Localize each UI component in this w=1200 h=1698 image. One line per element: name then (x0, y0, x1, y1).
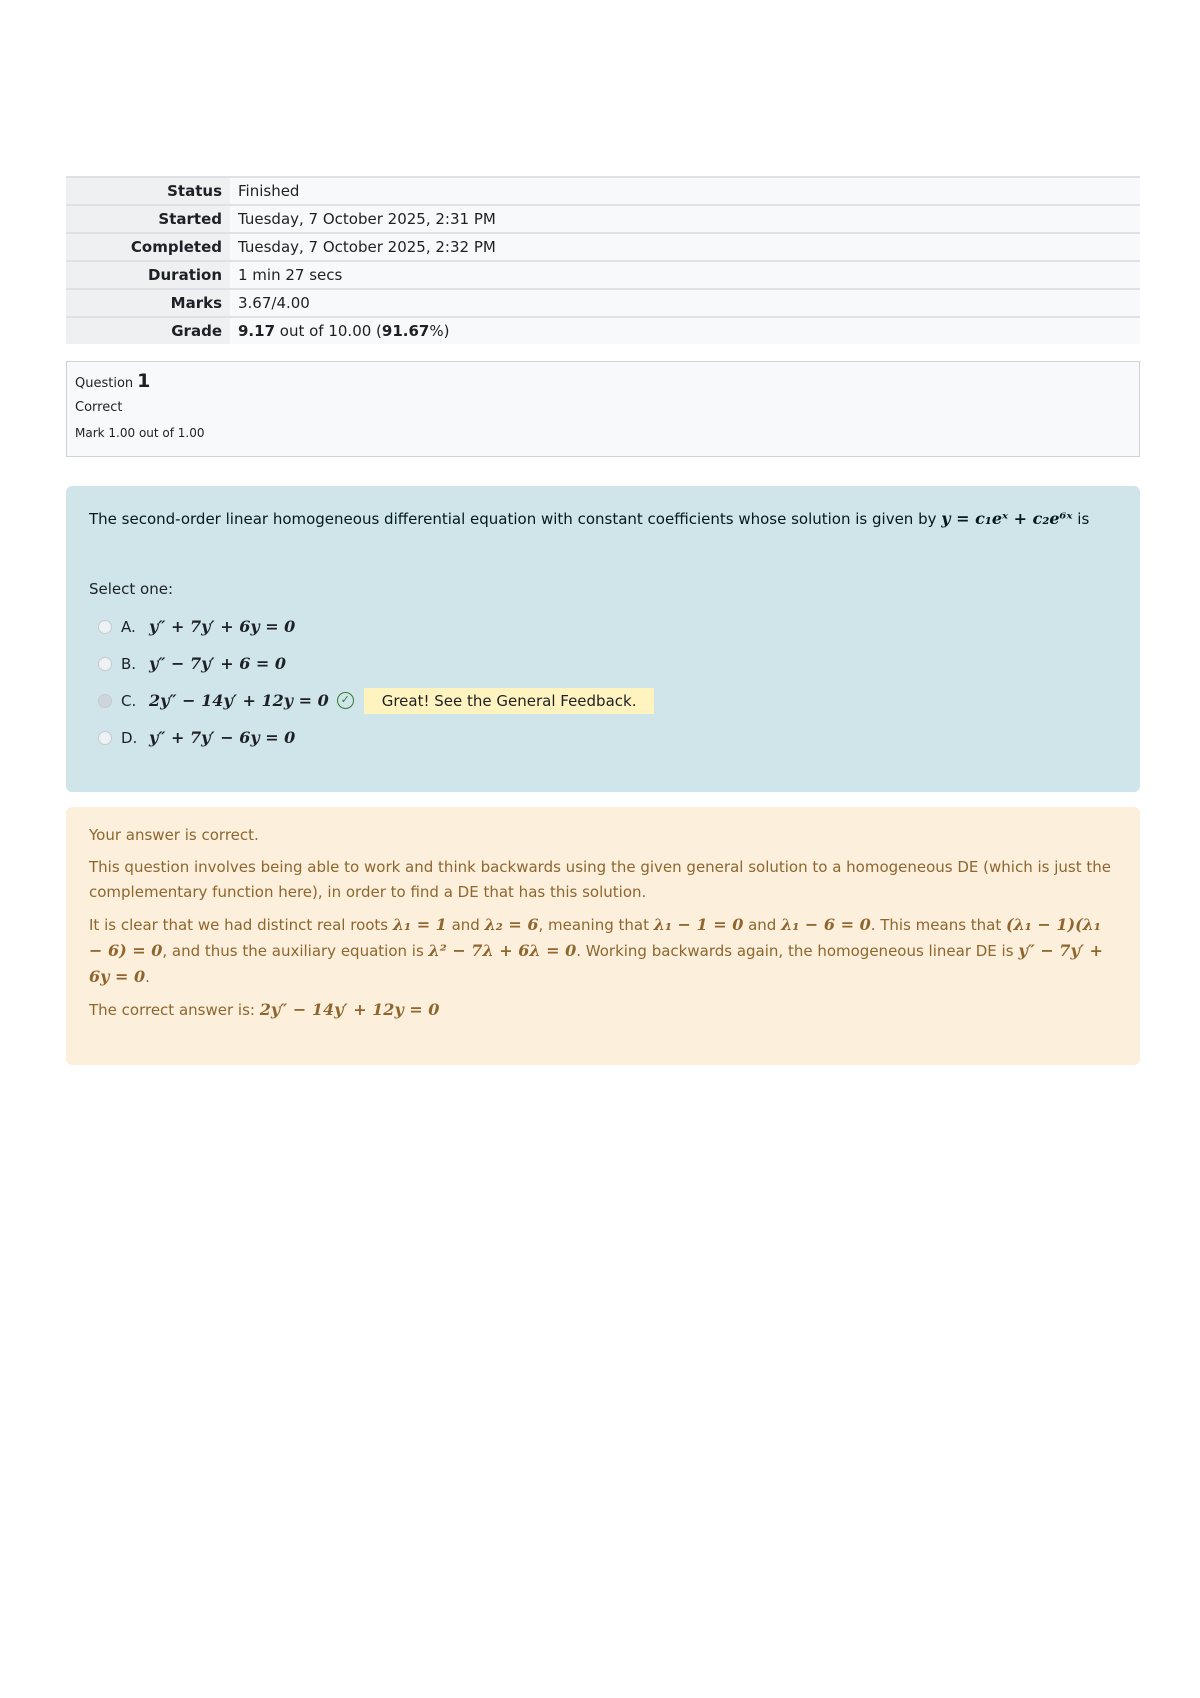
summary-row-marks (66, 288, 1140, 316)
summary-row-duration (66, 260, 1140, 288)
answer-options (89, 608, 1117, 756)
question-text-after: is (1072, 510, 1090, 528)
text-run: and (446, 916, 485, 934)
question-text-before: The second-order linear homogeneous differential equation with constant coefficients whose solution is given by (89, 510, 942, 528)
option-letter: C. (121, 691, 137, 710)
summary-label: Started (66, 206, 230, 232)
radio-button-selected[interactable] (98, 694, 112, 708)
summary-value: 3.67/4.00 (230, 290, 1140, 316)
math-run: λ₁ − 1 = 0 (653, 915, 744, 934)
text-run: and (743, 916, 782, 934)
text-run: , and thus the auxiliary equation is (162, 942, 429, 960)
summary-row-started (66, 204, 1140, 232)
math-run: λ² − 7λ + 6λ = 0 (428, 941, 577, 960)
grade-percent: 91.67 (381, 322, 430, 340)
text-run: It is clear that we had distinct real roots (89, 916, 393, 934)
math-run: λ₁ = 1 (392, 915, 447, 934)
select-one-prompt: Select one: (89, 580, 174, 598)
summary-row-status (66, 176, 1140, 204)
question-number-value: 1 (137, 370, 151, 392)
question-mark: Mark 1.00 out of 1.00 (75, 426, 205, 440)
question-info (66, 361, 1140, 457)
grade-end: %) (429, 322, 450, 340)
question-formulation (66, 486, 1140, 792)
grade-mid: out of 10.00 ( (275, 322, 382, 340)
specific-feedback: Great! See the General Feedback. (364, 688, 655, 714)
correct-message: Your answer is correct. (89, 826, 259, 844)
text-run: . Working backwards again, the homogeneous linear DE is (576, 942, 1019, 960)
right-answer (89, 997, 1117, 1023)
answer-option-b[interactable] (89, 645, 1117, 682)
math-run: λ₁ − 6 = 0 (781, 915, 871, 934)
summary-label: Grade (66, 318, 230, 344)
summary-value: Tuesday, 7 October 2025, 2:31 PM (230, 206, 1140, 232)
feedback-paragraph-1: This question involves being able to work and think backwards using the given general solution to a homogeneous DE (which is just the complementary function here), in order to find a DE that has this solution. (89, 858, 1111, 901)
summary-label: Duration (66, 262, 230, 288)
answer-option-a[interactable] (89, 608, 1117, 645)
answer-option-d[interactable] (89, 719, 1117, 756)
radio-button[interactable] (98, 657, 112, 671)
question-state: Correct (75, 400, 123, 415)
option-math: y″ − 7y′ + 6 = 0 (149, 654, 286, 673)
question-math: y = c₁eˣ + c₂e⁶ˣ (941, 509, 1073, 528)
summary-value (230, 318, 1140, 344)
general-feedback (66, 807, 1140, 1065)
right-answer-math: 2y″ − 14y′ + 12y = 0 (259, 1000, 440, 1019)
summary-label: Completed (66, 234, 230, 260)
radio-button[interactable] (98, 731, 112, 745)
feedback-paragraph-2 (89, 912, 1117, 990)
right-answer-label: The correct answer is: (89, 1001, 260, 1019)
question-number (75, 370, 1131, 395)
text-run: , meaning that (538, 916, 654, 934)
question-number-label: Question (75, 376, 134, 391)
summary-label: Marks (66, 290, 230, 316)
summary-value: Tuesday, 7 October 2025, 2:32 PM (230, 234, 1140, 260)
check-circle-icon: ✓ (337, 692, 354, 709)
option-letter: A. (121, 617, 136, 636)
option-math: y″ + 7y′ + 6y = 0 (149, 617, 296, 636)
summary-row-completed (66, 232, 1140, 260)
option-math: y″ + 7y′ − 6y = 0 (149, 728, 296, 747)
radio-button[interactable] (98, 620, 112, 634)
summary-row-grade (66, 316, 1140, 344)
question-text (89, 506, 1117, 532)
grade-value: 9.17 (238, 322, 276, 340)
math-run: λ₂ = 6 (484, 915, 539, 934)
math-run: (λ₁ − 1)(λ₁ − 6) = 0 (89, 915, 1101, 960)
answer-option-c[interactable] (89, 682, 1117, 719)
text-run: . (145, 968, 150, 986)
option-letter: D. (121, 728, 138, 747)
option-math: 2y″ − 14y′ + 12y = 0 (149, 691, 329, 710)
math-run: y″ − 7y′ + 6y = 0 (89, 941, 1103, 986)
summary-label: Status (66, 178, 230, 204)
quiz-review-summary (66, 176, 1140, 344)
summary-value: 1 min 27 secs (230, 262, 1140, 288)
text-run: . This means that (870, 916, 1007, 934)
summary-value: Finished (230, 178, 1140, 204)
option-letter: B. (121, 654, 137, 673)
